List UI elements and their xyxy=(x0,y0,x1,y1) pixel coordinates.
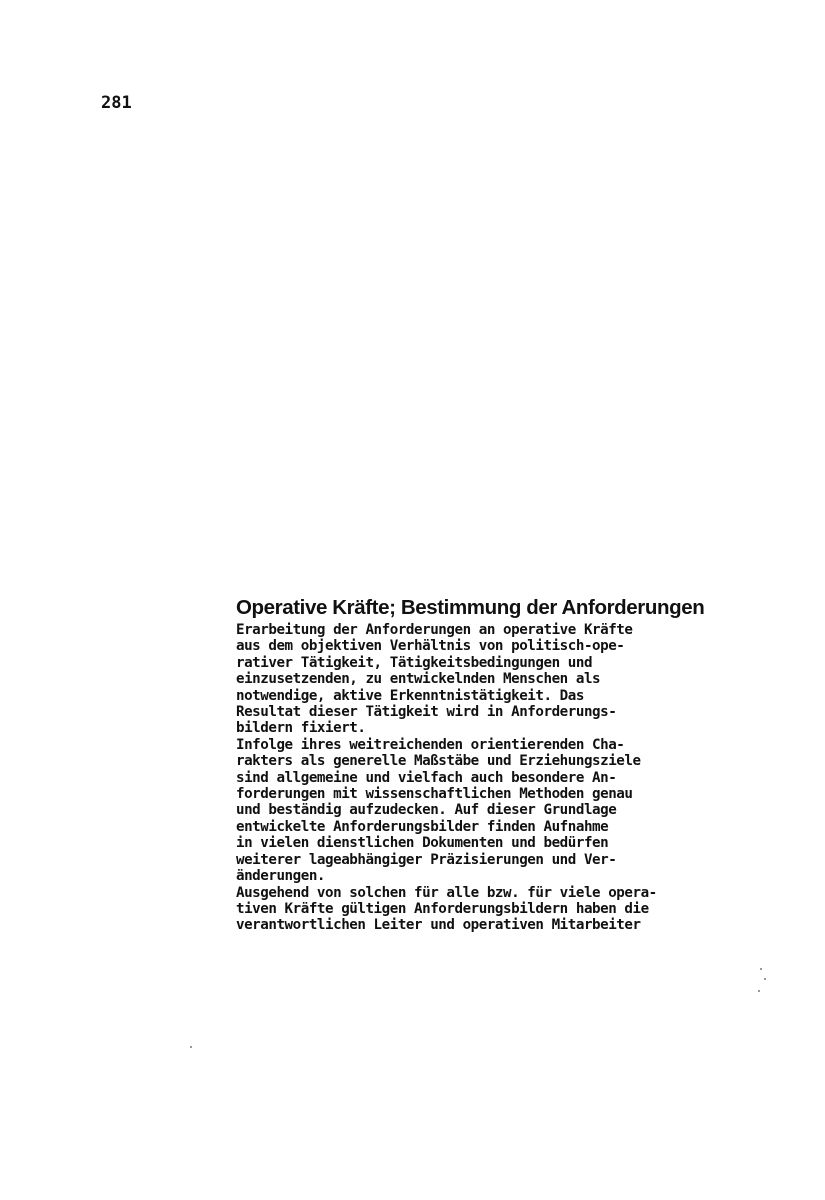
text-line: und beständig aufzudecken. Auf dieser Grundlage xyxy=(236,802,617,819)
text-line: entwickelte Anforderungsbilder finden Aufnahme xyxy=(236,818,609,835)
text-line: Erarbeitung der Anforderungen an operative Kräfte xyxy=(236,622,633,638)
text-line: Ausgehend von solchen für alle bzw. für viele opera- xyxy=(236,884,657,901)
text-line: weiterer lageabhängiger Präzisierungen und Ver- xyxy=(236,851,617,868)
text-line: notwendige, aktive Erkenntnistätigkeit. Das xyxy=(236,687,584,704)
text-line: änderungen. xyxy=(236,868,326,885)
page-number: 281 xyxy=(101,93,132,113)
text-line: aus dem objektiven Verhältnis von politisch-ope- xyxy=(236,638,625,655)
text-line: forderungen mit wissenschaftlichen Methoden genau xyxy=(236,786,633,803)
text-line: verantwortlichen Leiter und operativen Mitarbeiter xyxy=(236,917,641,934)
text-line: einzusetzenden, zu entwickelnden Menschen als xyxy=(236,671,601,688)
scan-speck xyxy=(190,1046,192,1048)
text-line: tiven Kräfte gültigen Anforderungsbildern haben die xyxy=(236,900,649,917)
text-line: sind allgemeine und vielfach auch besondere An- xyxy=(236,769,617,786)
text-line: Infolge ihres weitreichenden orientierenden Cha- xyxy=(236,736,625,753)
article xyxy=(236,596,776,934)
text-line: in vielen dienstlichen Dokumenten und bedürfen xyxy=(236,835,609,852)
text-line: rativer Tätigkeit, Tätigkeitsbedingungen und xyxy=(236,654,593,671)
article-heading: Operative Kräfte; Bestimmung der Anforderungen xyxy=(236,596,705,619)
scan-speck xyxy=(760,968,762,970)
scan-speck xyxy=(758,990,760,992)
text-line: bildern fixiert. xyxy=(236,720,366,737)
scan-speck xyxy=(764,978,766,980)
article-body xyxy=(236,622,776,934)
text-line: Resultat dieser Tätigkeit wird in Anforderungs- xyxy=(236,704,617,721)
text-line: rakters als generelle Maßstäbe und Erziehungsziele xyxy=(236,753,641,770)
